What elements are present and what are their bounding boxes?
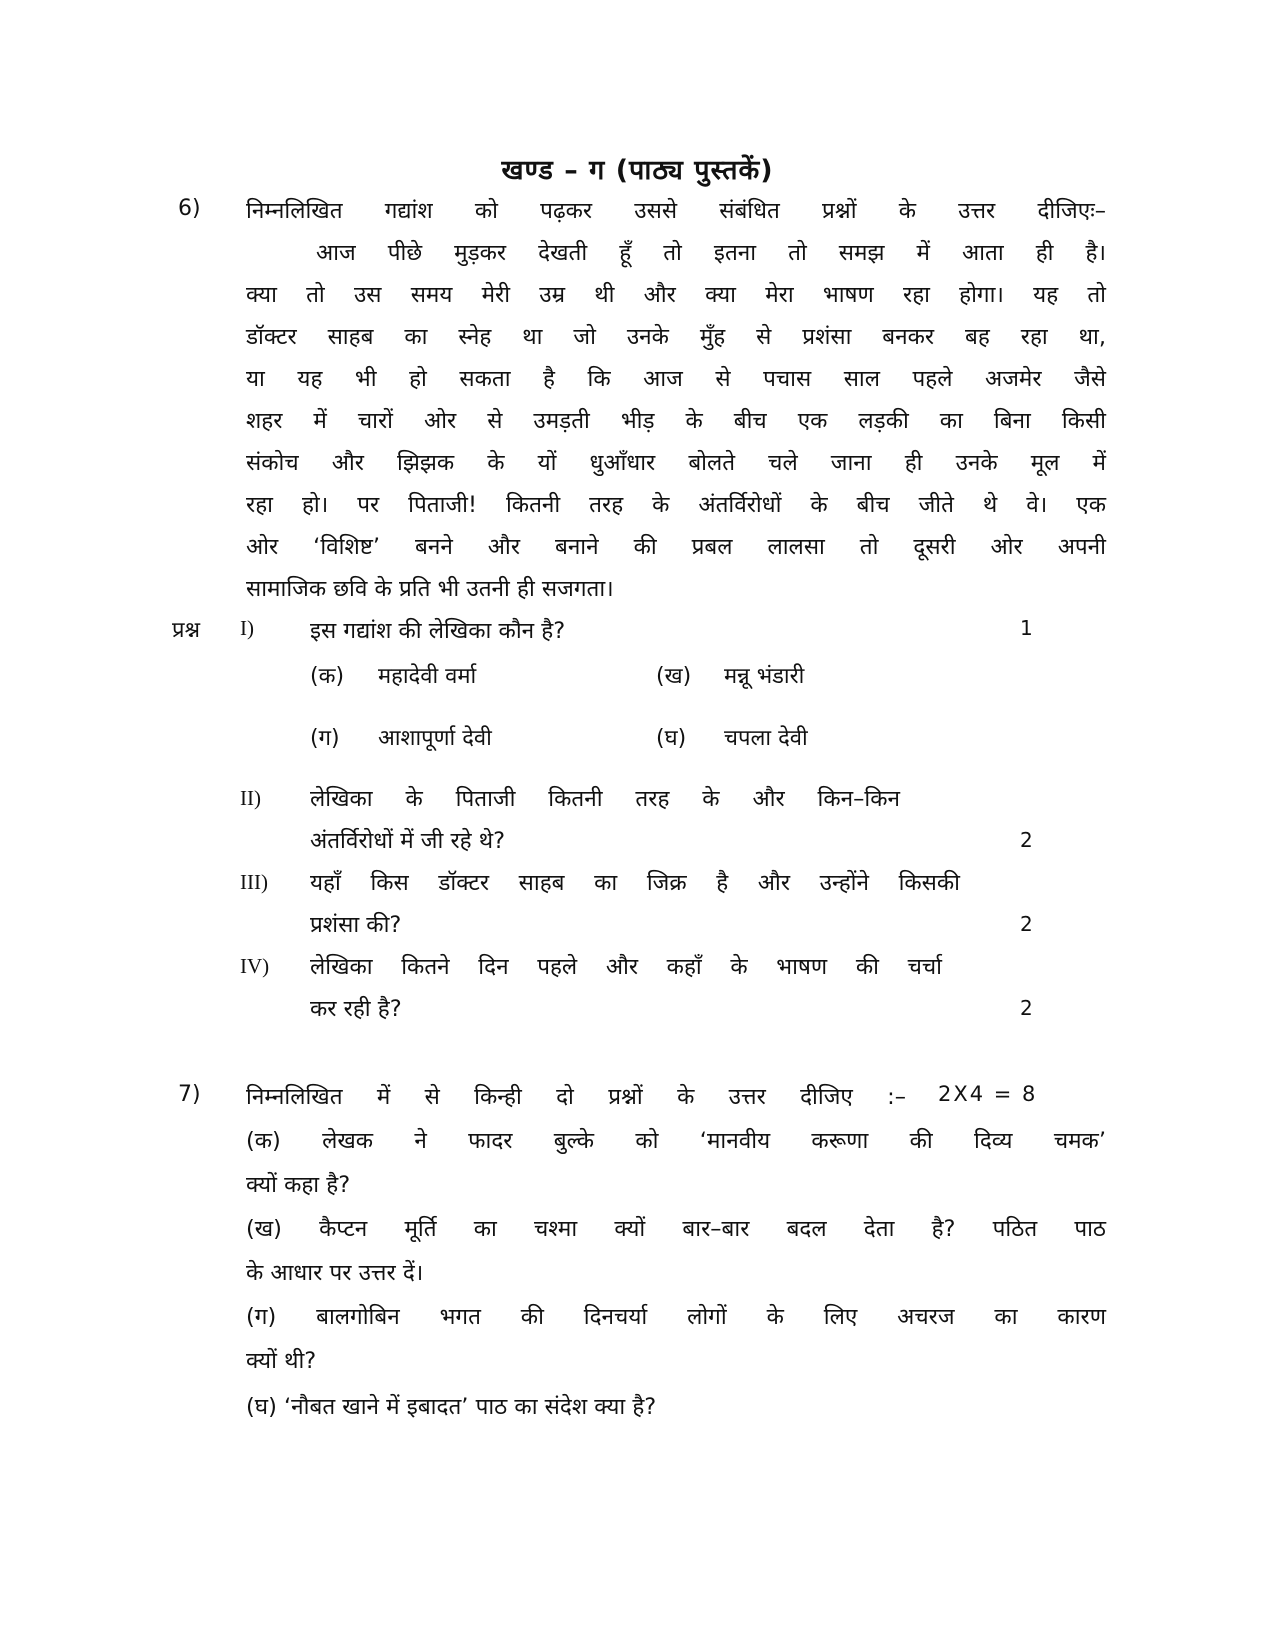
subq-text: यहाँ किस डॉक्टर साहब का जिक्र है और उन्होंने किसकी xyxy=(310,870,960,896)
section-title: खण्ड – ग (पाठ्य पुस्तकें) xyxy=(501,155,774,186)
q7-part-line: क्यों कहा है? xyxy=(246,1172,351,1198)
subq-text: इस गद्यांश की लेखिका कौन है? xyxy=(310,618,566,644)
q7-part-line: (ख) कैप्टन मूर्ति का चश्मा क्यों बार–बार बदल देता है? पठित पाठ xyxy=(246,1216,1106,1242)
q7-part-line: क्यों थी? xyxy=(246,1348,317,1374)
q7-part-line: (ग) बालगोबिन भगत की दिनचर्या लोगों के लिए अचरज का कारण xyxy=(246,1304,1106,1330)
passage-line: रहा हो। पर पिताजी! कितनी तरह के अंतर्विरोधों के बीच जीते थे वे। एक xyxy=(246,492,1106,518)
passage-line: संकोच और झिझक के यों धुआँधार बोलते चले जाना ही उनके मूल में xyxy=(246,450,1106,476)
subq-text: कर रही है? xyxy=(310,996,402,1022)
passage-line: आज पीछे मुड़कर देखती हूँ तो इतना तो समझ में आता ही है। xyxy=(316,240,1106,266)
prashn-label: प्रश्न xyxy=(172,618,201,643)
option-text: मन्नू भंडारी xyxy=(724,664,805,689)
subq-text: लेखिका कितने दिन पहले और कहाँ के भाषण की चर्चा xyxy=(310,954,942,980)
passage-line: शहर में चारों ओर से उमड़ती भीड़ के बीच एक लड़की का बिना किसी xyxy=(246,408,1106,434)
subq-text: प्रशंसा की? xyxy=(310,912,402,938)
subq-marks: 2 xyxy=(1020,828,1033,852)
subq-text: अंतर्विरोधों में जी रहे थे? xyxy=(310,828,506,854)
subq-marks: 1 xyxy=(1020,616,1033,640)
q7-part-line: (क) लेखक ने फादर बुल्के को ‘मानवीय करूणा की दिव्य चमक’ xyxy=(246,1128,1106,1154)
q6-number: 6) xyxy=(178,196,201,221)
subq-marks: 2 xyxy=(1020,912,1033,936)
passage-line: ओर ‘विशिष्ट’ बनने और बनाने की प्रबल लालसा तो दूसरी ओर अपनी xyxy=(246,534,1106,560)
option-key: (घ) xyxy=(656,726,687,751)
option-key: (क) xyxy=(310,664,345,689)
option-text: महादेवी वर्मा xyxy=(378,664,477,689)
subq-number: III) xyxy=(240,870,268,894)
option-key: (ख) xyxy=(656,664,692,689)
passage-line: सामाजिक छवि के प्रति भी उतनी ही सजगता। xyxy=(246,576,614,602)
passage-line: या यह भी हो सकता है कि आज से पचास साल पहले अजमेर जैसे xyxy=(246,366,1106,392)
q6-instruction: निम्नलिखित गद्यांश को पढ़कर उससे संबंधित प्रश्नों के उत्तर दीजिएः– xyxy=(246,198,1106,224)
passage-line: क्या तो उस समय मेरी उम्र थी और क्या मेरा भाषण रहा होगा। यह तो xyxy=(246,282,1106,308)
q7-instruction: निम्नलिखित में से किन्ही दो प्रश्नों के उत्तर दीजिए :– xyxy=(246,1084,906,1110)
q7-marks: 2X4 = 8 xyxy=(938,1082,1038,1106)
subq-marks: 2 xyxy=(1020,996,1033,1020)
subq-number: IV) xyxy=(240,954,270,978)
option-text: आशापूर्णा देवी xyxy=(378,726,492,751)
q7-part-line: के आधार पर उत्तर दें। xyxy=(246,1260,424,1286)
q7-part-line: (घ) ‘नौबत खाने में इबादत’ पाठ का संदेश क्या है? xyxy=(246,1394,657,1420)
q7-number: 7) xyxy=(178,1082,201,1107)
passage-line: डॉक्टर साहब का स्नेह था जो उनके मुँह से प्रशंसा बनकर बह रहा था, xyxy=(246,324,1106,350)
option-text: चपला देवी xyxy=(724,726,808,751)
option-key: (ग) xyxy=(310,726,340,751)
subq-number: I) xyxy=(240,616,254,640)
subq-number: II) xyxy=(240,786,261,810)
subq-text: लेखिका के पिताजी कितनी तरह के और किन–किन xyxy=(310,786,900,812)
